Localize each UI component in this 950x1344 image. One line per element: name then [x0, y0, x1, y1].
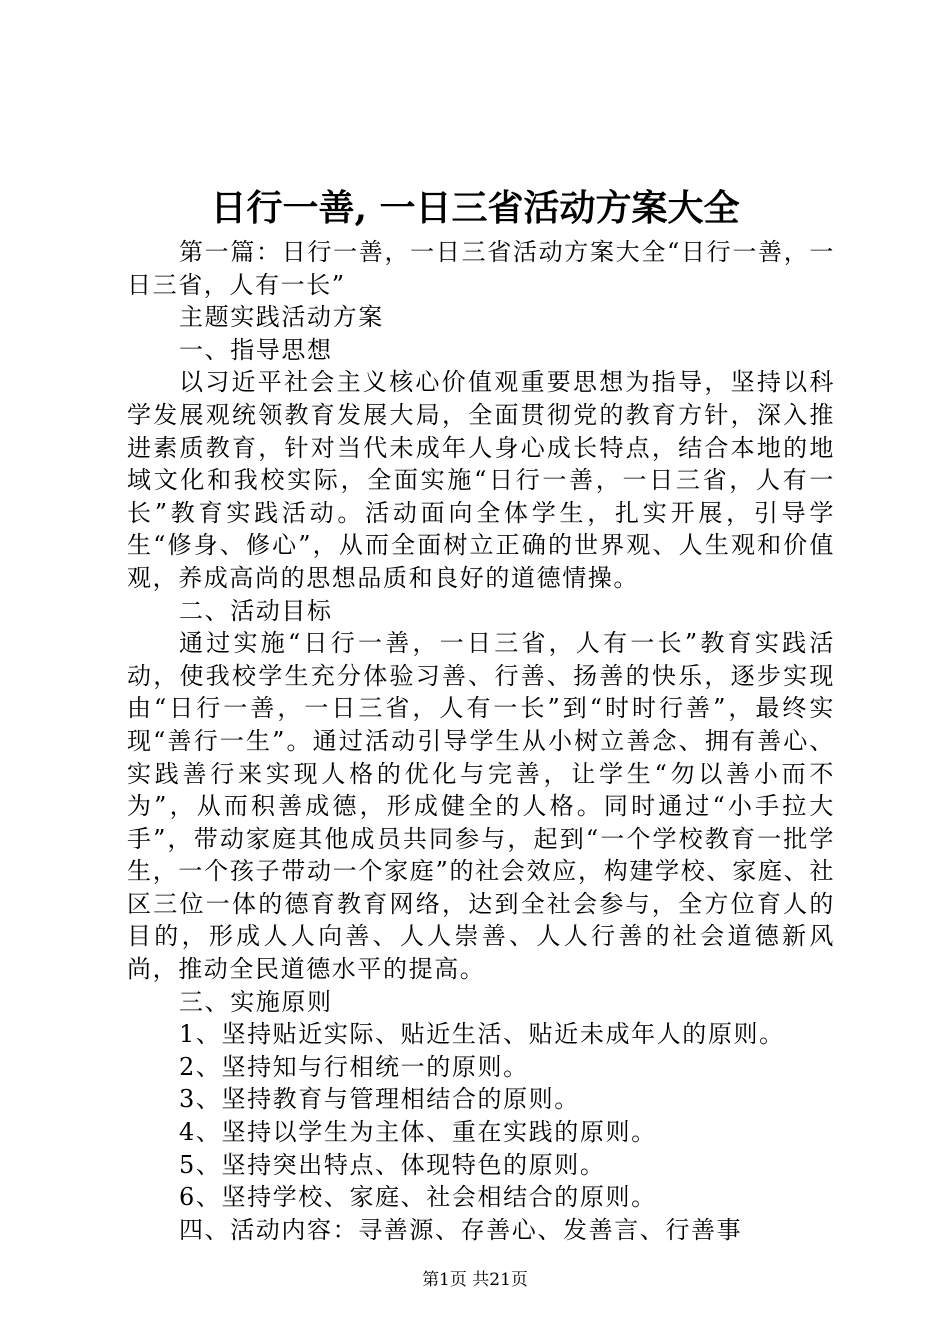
- principle-item: 1、坚持贴近实际、贴近生活、贴近未成年人的原则。: [179, 1020, 785, 1049]
- principle-item: 2、坚持知与行相统一的原则。: [179, 1052, 529, 1081]
- document-body: [127, 236, 835, 1246]
- principle-item: 6、坚持学校、家庭、社会相结合的原则。: [179, 1183, 657, 1212]
- paragraph-intro: 第一篇：日行一善，一日三省活动方案大全“日行一善，一日三省，人有一长”: [127, 238, 835, 299]
- principle-item: 4、坚持以学生为主体、重在实践的原则。: [179, 1118, 657, 1147]
- paragraph-activity-goals: 通过实施“日行一善，一日三省，人有一长”教育实践活动，使我校学生充分体验习善、行善、扬善的快乐，逐步实现由“日行一善，一日三省，人有一长”到“时时行善”，最终实现“善行一生”。通过活动引导学生从小树立善念、拥有善心、实践善行来实现人格的优化与完善，让学生“勿以善小而不为”，从而积善成德，形成健全的人格。同时通过“小手拉大手”，带动家庭其他成员共同参与，起到“一个学校教育一批学生，一个孩子带动一个家庭”的社会效应，构建学校、家庭、社区三位一体的德育教育网络，达到全社会参与，全方位育人的目的，形成人人向善、人人崇善、人人行善的社会道德新风尚，推动全民道德水平的提高。: [127, 629, 835, 984]
- heading-activity-content: 四、活动内容：寻善源、存善心、发善言、行善事: [179, 1215, 743, 1244]
- heading-guiding-ideology: 一、指导思想: [179, 335, 333, 364]
- principle-item: 5、坚持突出特点、体现特色的原则。: [179, 1150, 606, 1179]
- paragraph-guiding-ideology: 以习近平社会主义核心价值观重要思想为指导，坚持以科学发展观统领教育发展大局，全面贯彻党的教育方针，深入推进素质教育，针对当代未成年人身心成长特点，结合本地的地域文化和我校实际，全面实施“日行一善，一日三省，人有一长”教育实践活动。活动面向全体学生，扎实开展，引导学生“修身、修心”，从而全面树立正确的世界观、人生观和价值观，养成高尚的思想品质和良好的道德情操。: [127, 368, 835, 592]
- principle-item: 3、坚持教育与管理相结合的原则。: [179, 1085, 580, 1114]
- heading-principles: 三、实施原则: [179, 987, 333, 1016]
- heading-activity-goals: 二、活动目标: [179, 596, 333, 625]
- document-title: 日行一善, 一日三省活动方案大全: [210, 187, 740, 229]
- paragraph-subtitle: 主题实践活动方案: [179, 303, 384, 332]
- page-number-footer: 第1页 共21页: [422, 1270, 528, 1290]
